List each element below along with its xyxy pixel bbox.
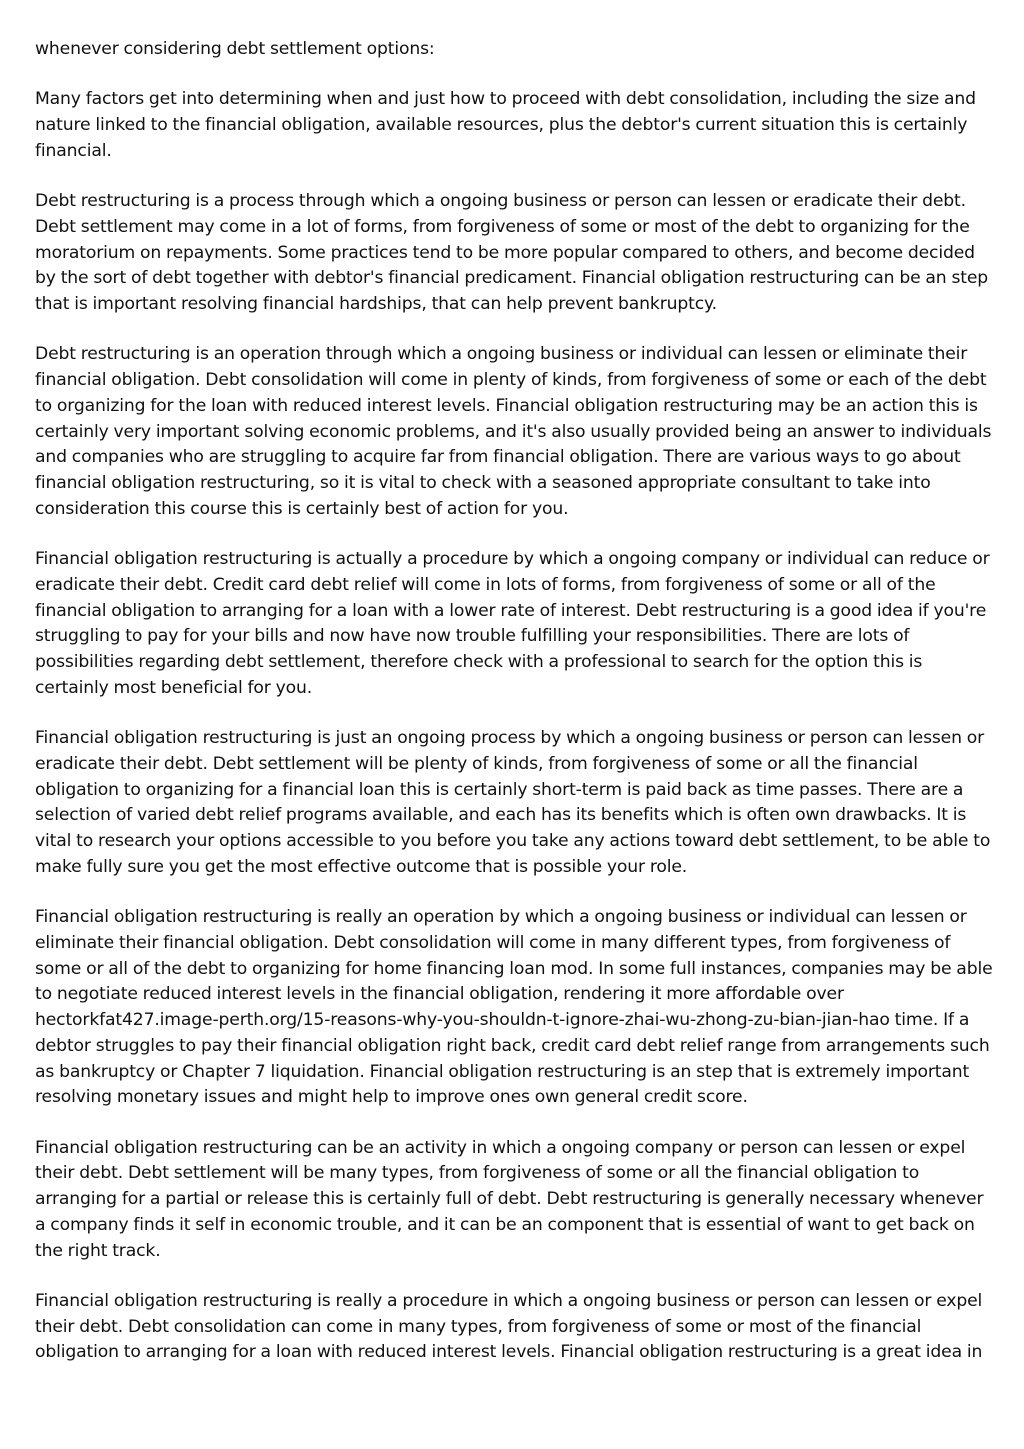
paragraph: Many factors get into determining when and just how to proceed with debt consolidation, including the size and nature linked to the financial obligation, available resources, plus the debtor's current situation this is certainly financial. [35, 89, 976, 161]
paragraph: Financial obligation restructuring is just an ongoing process by which a ongoing business or person can lessen or eradicate their debt. Debt settlement will be plenty of kinds, from forgiveness of some or all the financial obligation to organizing for a financial loan this is certainly short-term is paid back as time passes. There are a selection of varied debt relief programs available, and each has its benefits which is often own drawbacks. It is vital to research your options accessible to you before you take any actions toward debt settlement, to be able to make fully sure you get the most effective outcome that is possible your role. [35, 728, 991, 877]
paragraph: Financial obligation restructuring is actually a procedure by which a ongoing company or individual can reduce or eradicate their debt. Credit card debt relief will come in lots of forms, from forgiveness of some or all of the financial obligation to arranging for a loan with a lower rate of interest. Debt restructuring is a good idea if you're struggling to pay for your bills and now have now trouble fulfilling your responsibilities. There are lots of possibilities regarding debt settlement, therefore check with a professional to search for the option this is certainly most beneficial for you. [35, 549, 990, 698]
paragraph-truncated: Financial obligation restructuring is really a procedure in which a ongoing business or person can lessen or expel their debt. Debt consolidation can come in many types, from forgiveness of some or most of the financial obligation to arranging for a loan with reduced interest levels. Financial obligation restructuring is a great idea in [35, 1290, 983, 1363]
document-body [35, 37, 993, 1391]
paragraph: Financial obligation restructuring can be an activity in which a ongoing company or person can lessen or expel their debt. Debt settlement will be many types, from forgiveness of some or all the financial obligation to arranging for a partial or release this is certainly full of debt. Debt restructuring is generally necessary whenever a company finds it self in economic trouble, and it can be an component that is essential of want to get back on the right track. [35, 1137, 984, 1261]
paragraph: Debt restructuring is an operation through which a ongoing business or individual can lessen or eliminate their financial obligation. Debt consolidation will come in plenty of kinds, from forgiveness of some or each of the debt to organizing for the loan with reduced interest levels. Financial obligation restructuring may be an action this is certainly very important solving economic problems, and it's also usually provided being an answer to individuals and companies who are struggling to acquire far from financial obligation. There are various ways to go about financial obligation restructuring, so it is vital to check with a seasoned appropriate consultant to take into consideration this course this is certainly best of action for you. [35, 344, 992, 519]
paragraph: Financial obligation restructuring is really an operation by which a ongoing business or individual can lessen or eliminate their financial obligation. Debt consolidation will come in many different types, from forgiveness of some or all of the debt to organizing for home financing loan mod. In some full instances, companies may be able to negotiate reduced interest levels in the financial obligation, rendering it more affordable over hectorkfat427.image-perth.org/15-reasons-why-you-shouldn-t-ignore-zhai-wu-zhong-zu-bian-jian-hao time. If a debtor struggles to pay their financial obligation right back, credit card debt relief range from arrangements such as bankruptcy or Chapter 7 liquidation. Financial obligation restructuring is an step that is extremely important resolving monetary issues and might help to improve ones own general credit score. [35, 907, 993, 1108]
paragraph: Debt restructuring is a process through which a ongoing business or person can lessen or eradicate their debt. Debt settlement may come in a lot of forms, from forgiveness of some or most of the debt to organizing for the moratorium on repayments. Some practices tend to be more popular compared to others, and become decided by the sort of debt together with debtor's financial predicament. Financial obligation restructuring can be an step that is important resolving financial hardships, that can help prevent bankruptcy. [35, 191, 989, 314]
paragraph-intro: whenever considering debt settlement options: [35, 39, 435, 59]
